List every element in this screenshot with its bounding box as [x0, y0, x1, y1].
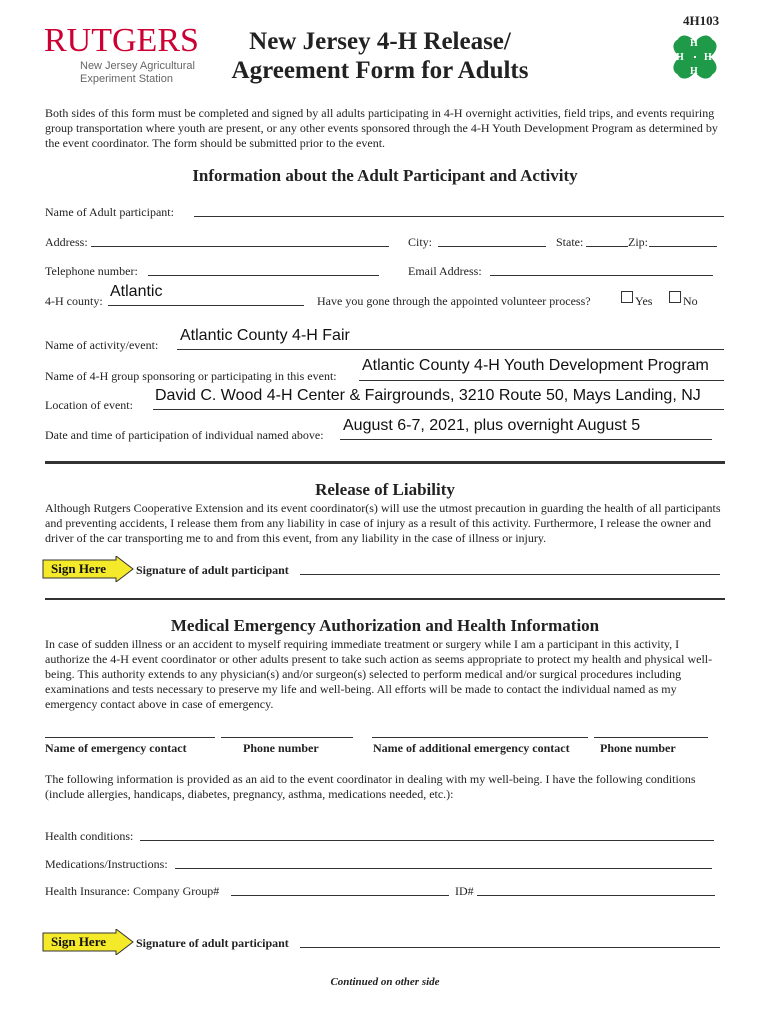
additional-contact-label: Name of additional emergency contact — [373, 741, 570, 755]
activity-label: Name of activity/event: — [45, 338, 159, 352]
emergency-contact-label: Name of emergency contact — [45, 741, 187, 755]
group-label: Name of 4-H group sponsoring or participating in this event: — [45, 369, 337, 383]
email-field[interactable] — [490, 275, 713, 276]
zip-field[interactable] — [649, 246, 717, 247]
activity-value[interactable]: Atlantic County 4-H Fair — [180, 327, 350, 344]
conditions-paragraph: The following information is provided as an aid to the event coordinator in dealing with my well-being. I have the following conditions (include allergies, handicaps, diabetes, pregnancy, asthma, medications needed, etc.): — [45, 772, 696, 801]
logo-subtitle-1: New Jersey Agricultural — [80, 60, 195, 72]
name-label: Name of Adult participant: — [45, 205, 174, 219]
continued-footer: Continued on other side — [330, 976, 440, 988]
section-divider-2 — [45, 598, 725, 600]
state-label: State: — [556, 235, 584, 249]
sign-here-label-1: Sign Here — [51, 561, 107, 576]
insurance-id-label: ID# — [455, 884, 474, 898]
telephone-field[interactable] — [148, 275, 379, 276]
health-conditions-label: Health conditions: — [45, 829, 134, 843]
section-heading-liability: Release of Liability — [315, 480, 455, 499]
city-label: City: — [408, 235, 433, 249]
date-label: Date and time of participation of individual named above: — [45, 428, 324, 442]
svg-text:H: H — [704, 52, 712, 63]
signature-label-1: Signature of adult participant — [136, 563, 289, 577]
group-value[interactable]: Atlantic County 4-H Youth Development Program — [362, 357, 709, 374]
city-field[interactable] — [438, 246, 546, 247]
address-label: Address: — [45, 235, 88, 249]
additional-phone-label: Phone number — [600, 741, 676, 755]
name-field[interactable] — [194, 216, 724, 217]
volunteer-yes-label: Yes — [635, 294, 653, 308]
date-field[interactable] — [340, 439, 712, 440]
location-value[interactable]: David C. Wood 4-H Center & Fairgrounds, 3210 Route 50, Mays Landing, NJ — [155, 387, 701, 404]
insurance-label: Health Insurance: Company Group# — [45, 884, 220, 898]
telephone-label: Telephone number: — [45, 264, 138, 278]
signature-field-2[interactable] — [300, 947, 720, 948]
health-conditions-field[interactable] — [140, 840, 714, 841]
emergency-phone-label: Phone number — [243, 741, 319, 755]
form-code: 4H103 — [683, 13, 720, 28]
four-leaf-clover-icon — [668, 30, 722, 84]
volunteer-yes-checkbox[interactable] — [621, 291, 633, 303]
section-heading-medical: Medical Emergency Authorization and Health Information — [170, 616, 600, 635]
county-label: 4-H county: — [45, 294, 103, 308]
sign-here-label-2: Sign Here — [51, 934, 107, 949]
signature-label-2: Signature of adult participant — [136, 936, 289, 950]
additional-contact-field[interactable] — [372, 737, 588, 738]
activity-field[interactable] — [177, 349, 724, 350]
county-value[interactable]: Atlantic — [110, 283, 163, 300]
address-field[interactable] — [91, 246, 389, 247]
date-value[interactable]: August 6-7, 2021, plus overnight August 5 — [343, 417, 641, 434]
insurance-group-field[interactable] — [231, 895, 449, 896]
additional-phone-field[interactable] — [594, 737, 708, 738]
form-title-line1: New Jersey 4-H Release/ — [249, 28, 511, 55]
intro-paragraph: Both sides of this form must be completed and signed by all adults participating in 4-H overnight activities, field trips, and events requiring group transportation where youth are present, or any other events sponsored through the 4-H Youth Development Program as determined by the event coordinator. The form should be submitted prior to the event. — [45, 106, 718, 150]
state-field[interactable] — [586, 246, 628, 247]
email-label: Email Address: — [408, 264, 482, 278]
medications-field[interactable] — [175, 868, 712, 869]
logo-subtitle-2: Experiment Station — [80, 73, 173, 85]
county-field[interactable] — [108, 305, 304, 306]
emergency-phone-field[interactable] — [221, 737, 353, 738]
svg-text:H: H — [690, 66, 698, 77]
group-field[interactable] — [359, 380, 724, 381]
liability-paragraph: Although Rutgers Cooperative Extension and its event coordinator(s) will use the utmost precaution in guarding the health of all participants and preventing accidents, I release them from any liability in case of injury as a result of this activity. Furthermore, I release the owner and driver of the car transporting me to and from this event, from any liability in the case of illness or injury. — [45, 501, 721, 545]
medications-label: Medications/Instructions: — [45, 857, 168, 871]
sign-here-arrow-2 — [42, 929, 134, 955]
sign-here-arrow-1 — [42, 556, 134, 582]
insurance-id-field[interactable] — [477, 895, 715, 896]
location-field[interactable] — [153, 409, 724, 410]
section-divider — [45, 461, 725, 464]
zip-label: Zip: — [628, 235, 648, 249]
emergency-contact-field[interactable] — [45, 737, 215, 738]
volunteer-no-label: No — [683, 294, 698, 308]
form-title-line2: Agreement Form for Adults — [231, 57, 529, 84]
signature-field-1[interactable] — [300, 574, 720, 575]
svg-text:H: H — [676, 52, 684, 63]
location-label: Location of event: — [45, 398, 133, 412]
rutgers-wordmark: RUTGERS — [44, 22, 199, 59]
medical-paragraph: In case of sudden illness or an accident to myself requiring immediate treatment or surgery while I am a participant in this activity, I authorize the 4-H event coordinator or other adults present to take such action as seems appropriate to protect my health and physical well-being. This authority extends to any physician(s) and/or surgeon(s) selected to perform medical and/or surgical procedures including examinations and tests necessary to preserve my life and well-being. All efforts will be made to contact the individual named as my emergency contact above in case of emergency. — [45, 637, 713, 711]
section-heading-participant: Information about the Adult Participant and Activity — [192, 166, 578, 185]
volunteer-question: Have you gone through the appointed volunteer process? — [317, 294, 591, 308]
svg-text:H: H — [690, 38, 698, 49]
volunteer-no-checkbox[interactable] — [669, 291, 681, 303]
